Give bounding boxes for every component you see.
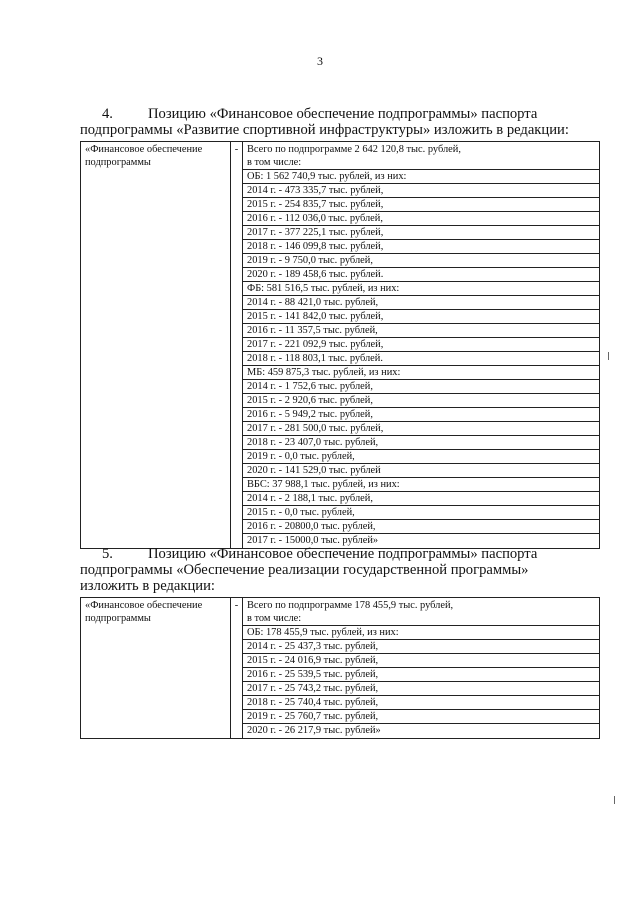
financing-row: Всего по подпрограмме 2 642 120,8 тыс. рублей,	[247, 144, 461, 155]
financing-row: ФБ: 581 516,5 тыс. рублей, из них:	[243, 281, 599, 295]
financing-row: 2014 г. - 88 421,0 тыс. рублей,	[243, 295, 599, 309]
financing-row: 2015 г. - 24 016,9 тыс. рублей,	[243, 653, 599, 667]
section-5-table	[80, 597, 600, 739]
financing-row: 2016 г. - 20800,0 тыс. рублей,	[243, 519, 599, 533]
section-4-number: 4.	[102, 106, 113, 122]
financing-row: 2016 г. - 11 357,5 тыс. рублей,	[243, 323, 599, 337]
financing-row: 2017 г. - 25 743,2 тыс. рублей,	[243, 681, 599, 695]
financing-row: 2019 г. - 9 750,0 тыс. рублей,	[243, 253, 599, 267]
section-5-line-1	[80, 546, 600, 562]
section-5-line-3: изложить в редакции:	[80, 578, 215, 594]
table-row	[81, 598, 600, 739]
page-number: 3	[317, 54, 323, 68]
financing-row: 2015 г. - 254 835,7 тыс. рублей,	[243, 197, 599, 211]
financing-row: 2014 г. - 2 188,1 тыс. рублей,	[243, 491, 599, 505]
financing-row: 2019 г. - 0,0 тыс. рублей,	[243, 449, 599, 463]
position-label-line-2: подпрограммы	[85, 157, 151, 168]
dash-cell: -	[231, 142, 243, 549]
position-label-cell	[81, 142, 231, 549]
financing-row: 2017 г. - 15000,0 тыс. рублей»	[243, 533, 599, 547]
section-5-number: 5.	[102, 546, 113, 562]
financing-row: 2016 г. - 25 539,5 тыс. рублей,	[243, 667, 599, 681]
financing-row: 2014 г. - 1 752,6 тыс. рублей,	[243, 379, 599, 393]
financing-row: 2017 г. - 221 092,9 тыс. рублей,	[243, 337, 599, 351]
financing-row: Всего по подпрограмме 178 455,9 тыс. рублей,	[247, 600, 454, 611]
position-label-cell	[81, 598, 231, 739]
financing-row: 2017 г. - 281 500,0 тыс. рублей,	[243, 421, 599, 435]
financing-row: 2018 г. - 23 407,0 тыс. рублей,	[243, 435, 599, 449]
financing-row: 2018 г. - 118 803,1 тыс. рублей.	[243, 351, 599, 365]
dash-cell: -	[231, 598, 243, 739]
section-4-heading	[80, 106, 600, 138]
financing-row: ОБ: 178 455,9 тыс. рублей, из них:	[243, 625, 599, 639]
section-5-line-1-text: Позицию «Финансовое обеспечение подпрограммы» паспорта	[148, 546, 538, 562]
financing-row: 2017 г. - 377 225,1 тыс. рублей,	[243, 225, 599, 239]
financing-row: ОБ: 1 562 740,9 тыс. рублей, из них:	[243, 169, 599, 183]
financing-row: 2020 г. - 141 529,0 тыс. рублей	[243, 463, 599, 477]
section-4-line-2: подпрограммы «Развитие спортивной инфраструктуры» изложить в редакции:	[80, 122, 569, 138]
financing-row: в том числе:	[247, 157, 302, 168]
position-label-line-1: «Финансовое обеспечение	[85, 600, 203, 611]
section-4-table	[80, 141, 600, 549]
section-4-line-1-text: Позицию «Финансовое обеспечение подпрограммы» паспорта	[148, 106, 538, 122]
financing-row: 2019 г. - 25 760,7 тыс. рублей,	[243, 709, 599, 723]
section-5-heading	[80, 546, 600, 594]
financing-row: 2018 г. - 25 740,4 тыс. рублей,	[243, 695, 599, 709]
financing-values-cell	[243, 142, 600, 549]
financing-row: 2014 г. - 473 335,7 тыс. рублей,	[243, 183, 599, 197]
scan-mark	[608, 352, 609, 360]
section-4-line-1	[80, 106, 600, 122]
financing-row: 2016 г. - 5 949,2 тыс. рублей,	[243, 407, 599, 421]
position-label-line-1: «Финансовое обеспечение	[85, 144, 203, 155]
financing-values-cell	[243, 598, 600, 739]
financing-row: 2014 г. - 25 437,3 тыс. рублей,	[243, 639, 599, 653]
financing-row: 2020 г. - 189 458,6 тыс. рублей.	[243, 267, 599, 281]
financing-row: 2015 г. - 2 920,6 тыс. рублей,	[243, 393, 599, 407]
financing-row: 2020 г. - 26 217,9 тыс. рублей»	[243, 723, 599, 737]
financing-row: в том числе:	[247, 613, 302, 624]
financing-row: ВБС: 37 988,1 тыс. рублей, из них:	[243, 477, 599, 491]
section-5-line-2: подпрограммы «Обеспечение реализации государственной программы»	[80, 562, 529, 578]
financing-row: 2016 г. - 112 036,0 тыс. рублей,	[243, 211, 599, 225]
financing-row: 2018 г. - 146 099,8 тыс. рублей,	[243, 239, 599, 253]
scan-mark	[614, 796, 615, 804]
table-row	[81, 142, 600, 549]
financing-row: 2015 г. - 141 842,0 тыс. рублей,	[243, 309, 599, 323]
position-label-line-2: подпрограммы	[85, 613, 151, 624]
financing-row: 2015 г. - 0,0 тыс. рублей,	[243, 505, 599, 519]
financing-row: МБ: 459 875,3 тыс. рублей, из них:	[243, 365, 599, 379]
